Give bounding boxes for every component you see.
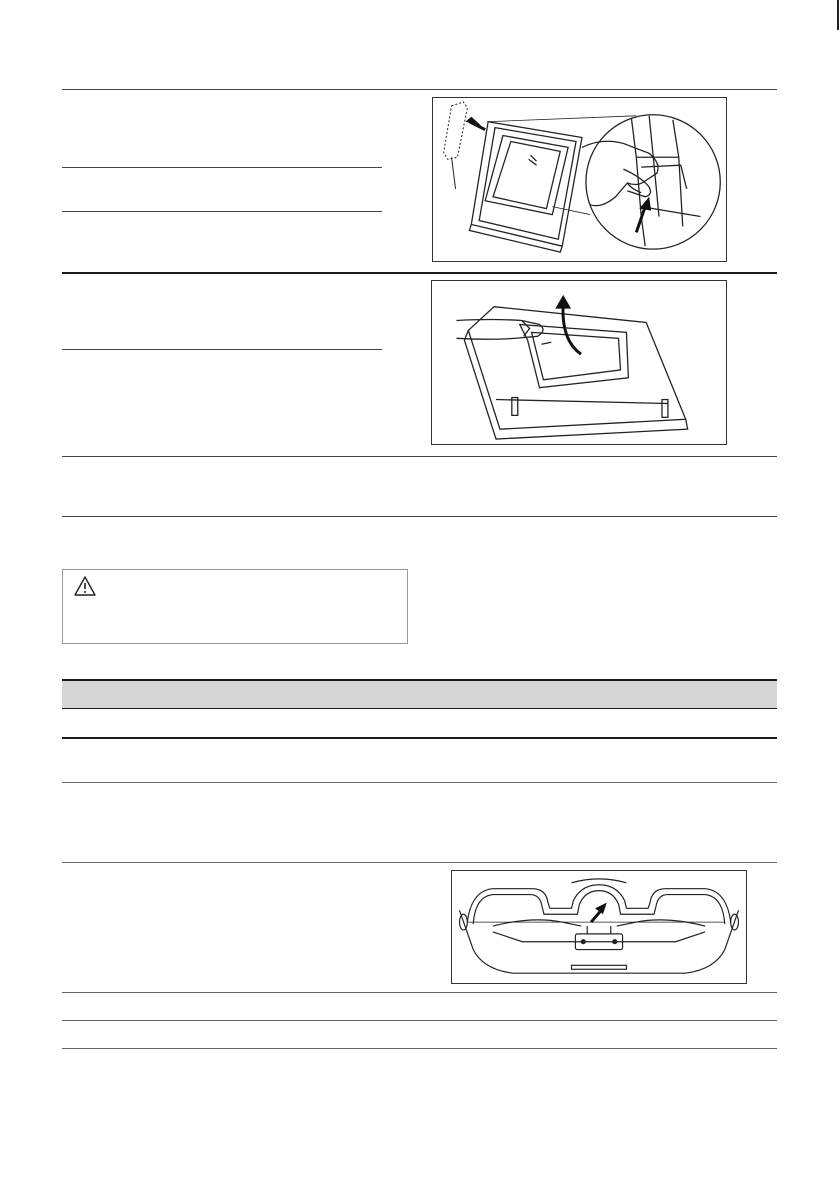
section-divider — [62, 89, 777, 90]
section-divider — [62, 272, 777, 274]
door-trim-removal-illustration — [433, 98, 726, 261]
door-glass-removal-figure — [431, 280, 727, 445]
door-trim-removal-figure — [432, 97, 727, 262]
heating-element-figure — [451, 870, 747, 984]
step-divider — [62, 167, 382, 168]
table-row-divider — [62, 862, 777, 863]
section-divider — [62, 456, 777, 457]
table-row-divider — [62, 1048, 777, 1049]
warning-triangle-icon — [74, 576, 96, 596]
table-row-divider — [62, 1020, 777, 1021]
table-row-divider — [62, 782, 777, 783]
warning-box — [62, 569, 408, 644]
heating-element-illustration — [452, 871, 746, 983]
table-header — [62, 679, 777, 709]
step-divider — [62, 211, 382, 212]
step-divider — [62, 349, 382, 350]
table-row-divider — [62, 992, 777, 993]
section-divider — [62, 516, 777, 517]
door-glass-removal-illustration — [432, 281, 726, 444]
table-row-divider — [62, 737, 777, 739]
